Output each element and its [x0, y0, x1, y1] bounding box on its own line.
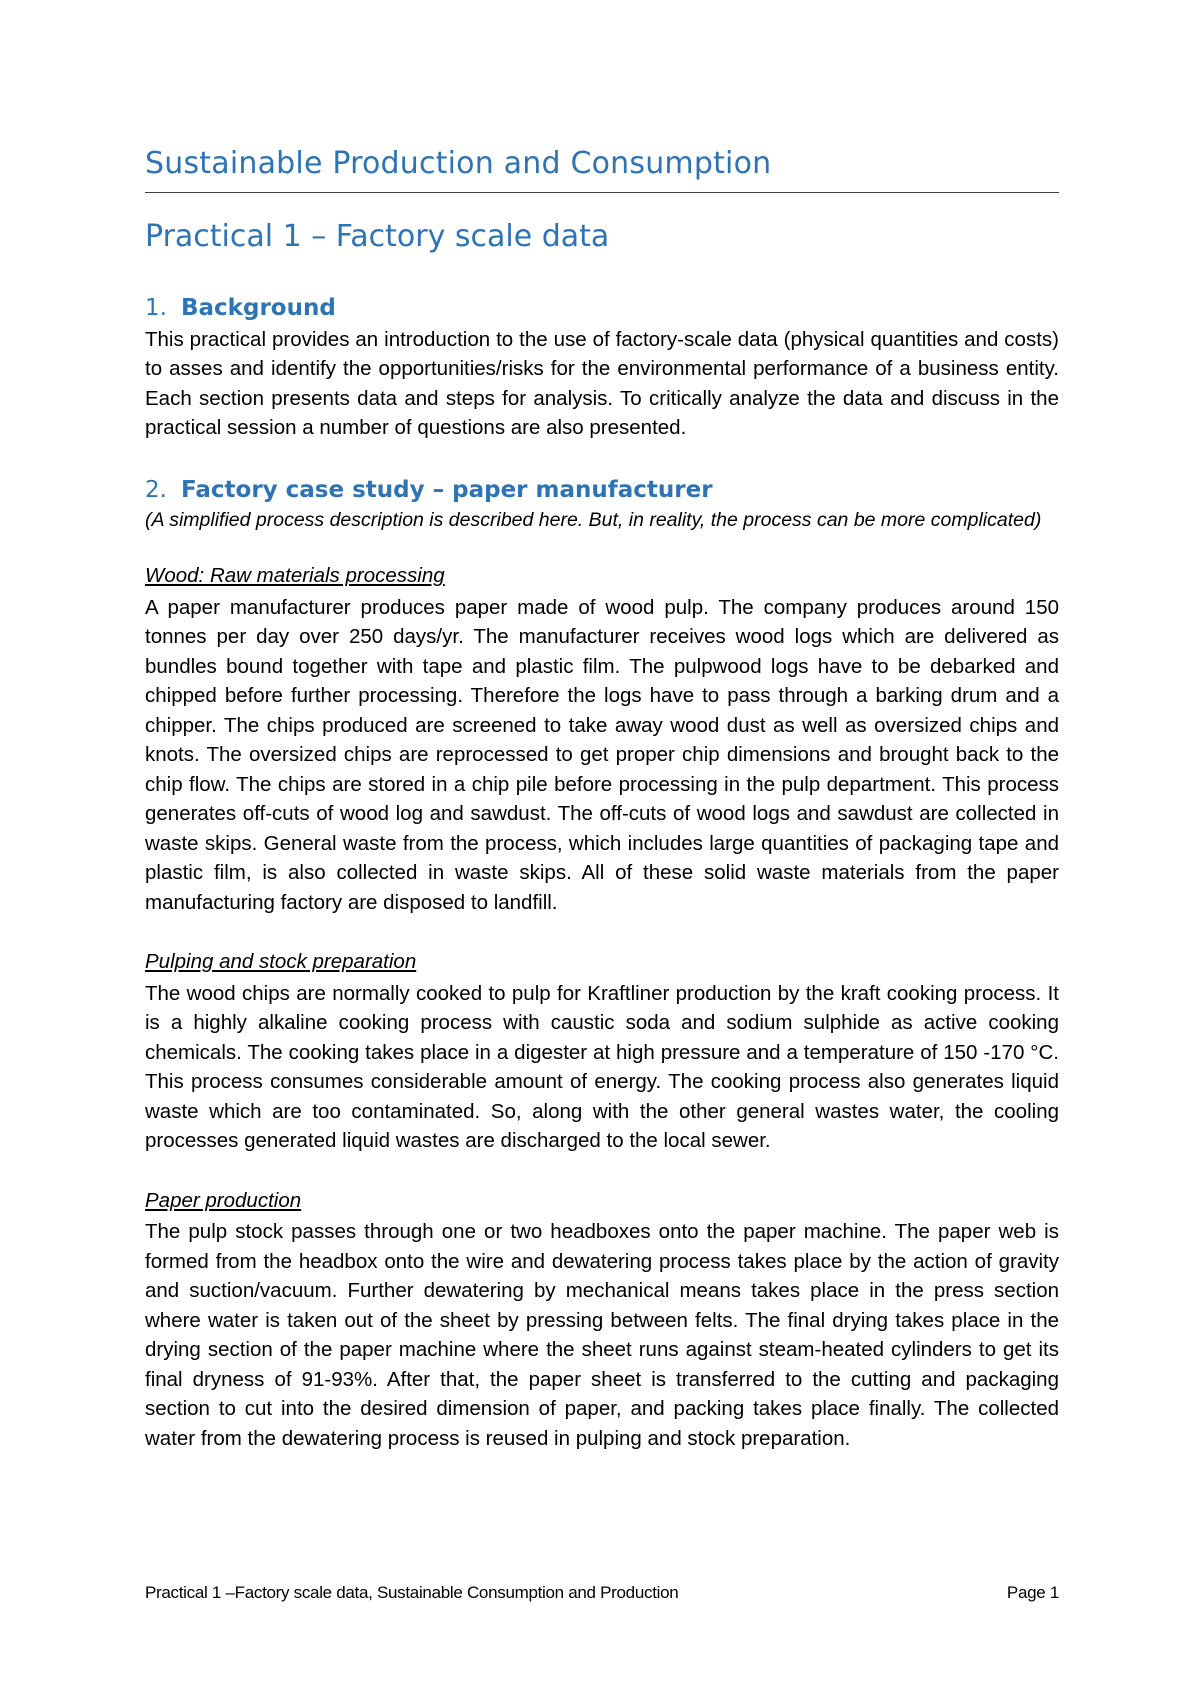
section-title: Background: [181, 295, 336, 321]
subheading-paper-production: Paper production: [145, 1188, 302, 1212]
subheading-pulping: Pulping and stock preparation: [145, 950, 417, 974]
section-number: 1.: [145, 295, 167, 321]
subheading-wood: Wood: Raw materials processing: [145, 564, 445, 588]
page-content: [145, 146, 1059, 1453]
document-subtitle: Practical 1 – Factory scale data: [145, 219, 610, 254]
page-footer: [145, 1583, 1059, 1603]
section-heading-case-study: [145, 477, 1059, 505]
footer-text: Practical 1 –Factory scale data, Sustainable Consumption and Production: [145, 1583, 679, 1602]
case-study-note: (A simplified process description is described here. But, in reality, the process can be more complicated): [145, 509, 1042, 532]
section-number: 2.: [145, 476, 167, 503]
section-heading-background: [145, 295, 1059, 323]
wood-paragraph: A paper manufacturer produces paper made of wood pulp. The company produces around 150 tonnes per day over 250 days/yr. The manufacturer receives wood logs which are delivered as bundles bound together with tape and plastic film. The pulpwood logs have to be debarked and chipped before further processing. Therefore the logs have to pass through a barking drum and a chipper. The chips produced are screened to take away wood dust as well as oversized chips and knots. The oversized chips are reprocessed to get proper chip dimensions and brought back to the chip flow. The chips are stored in a chip pile before processing in the pulp department. This process generates off-cuts of wood log and sawdust. The off-cuts of wood logs and sawdust are collected in waste skips. General waste from the process, which includes large quantities of packaging tape and plastic film, is also collected in waste skips. All of these solid waste materials from the paper manufacturing factory are disposed to landfill.: [145, 595, 1059, 914]
section-title: Factory case study – paper manufacturer: [181, 476, 713, 503]
pulping-paragraph: The wood chips are normally cooked to pulp for Kraftliner production by the kraft cooking process. It is a highly alkaline cooking process with caustic soda and sodium sulphide as active cooking chemicals. The cooking takes place in a digester at high pressure and a temperature of 150 -170 °C. This process consumes considerable amount of energy. The cooking process also generates liquid waste which are too contaminated. So, along with the other general wastes water, the cooling processes generated liquid wastes are discharged to the local sewer.: [145, 981, 1059, 1153]
background-paragraph: This practical provides an introduction to the use of factory-scale data (physical quantities and costs) to asses and identify the opportunities/risks for the environmental performance of a business entity. Each section presents data and steps for analysis. To critically analyze the data and discuss in the practical session a number of questions are also presented.: [145, 327, 1059, 440]
page-number: Page 1: [1006, 1583, 1059, 1602]
paper-production-paragraph: The pulp stock passes through one or two headboxes onto the paper machine. The paper web is formed from the headbox onto the wire and dewatering process takes place by the action of gravity and suction/vacuum. Further dewatering by mechanical means takes place in the press section where water is taken out of the sheet by pressing between felts. The final drying takes place in the drying section of the paper machine where the sheet runs against steam-heated cylinders to get its final dryness of 91-93%. After that, the paper sheet is transferred to the cutting and packaging section to cut into the desired dimension of paper, and packing takes place finally. The collected water from the dewatering process is reused in pulping and stock preparation.: [145, 1220, 1059, 1450]
document-title: Sustainable Production and Consumption: [145, 146, 1059, 193]
